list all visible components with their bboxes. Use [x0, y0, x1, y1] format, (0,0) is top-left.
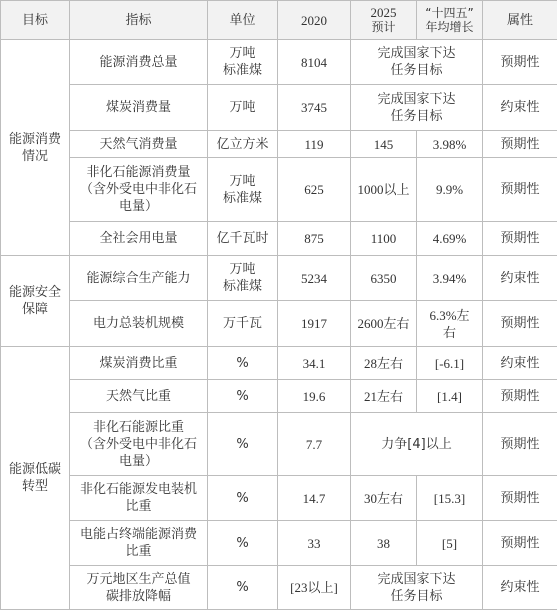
value-2025-cell: 21左右 [351, 380, 417, 413]
attribute-cell: 约束性 [483, 256, 557, 301]
table-row [1, 301, 557, 347]
header-attribute: 属性 [483, 1, 557, 40]
indicator-line2: 比重 [125, 499, 152, 514]
growth-cell: 3.94% [417, 256, 483, 301]
table-row [1, 40, 557, 85]
value-2020-cell: 119 [278, 131, 351, 158]
table-row [1, 131, 557, 158]
attribute-cell: 预期性 [483, 413, 557, 476]
indicator-cell [70, 566, 208, 610]
unit-line1: 万吨 [229, 262, 256, 277]
indicator-cell [70, 158, 208, 222]
value-2025-cell: 6350 [351, 256, 417, 301]
growth-cell: [15.3] [417, 476, 483, 521]
table-row [1, 347, 557, 380]
attribute-cell: 预期性 [483, 521, 557, 566]
unit-cell: % [208, 521, 278, 566]
indicator-cell: 天然气消费量 [70, 131, 208, 158]
header-growth [417, 1, 483, 40]
value-2025-cell: 1100 [351, 222, 417, 256]
indicator-cell: 能源综合生产能力 [70, 256, 208, 301]
growth-cell: 4.69% [417, 222, 483, 256]
indicator-cell: 煤炭消费量 [70, 85, 208, 131]
value-2025-cell: 30左右 [351, 476, 417, 521]
header-row [1, 1, 557, 40]
indicator-cell: 全社会用电量 [70, 222, 208, 256]
indicator-line1: 非化石能源消费量 [86, 165, 191, 180]
attribute-cell: 预期性 [483, 222, 557, 256]
indicator-cell: 能源消费总量 [70, 40, 208, 85]
indicator-line3: 电量） [118, 453, 158, 469]
group-name-line2: 保障 [21, 302, 48, 317]
header-2025-label: 预计 [371, 20, 396, 34]
unit-cell: 亿千瓦时 [208, 222, 278, 256]
value-2025-cell: 38 [351, 521, 417, 566]
indicator-line2: 比重 [125, 544, 152, 559]
group-name-line1: 能源安全 [8, 285, 61, 300]
table-row [1, 222, 557, 256]
indicator-cell: 天然气比重 [70, 380, 208, 413]
value-2020-cell: 875 [278, 222, 351, 256]
header-2025-year: 2025 [370, 5, 397, 20]
target-line1: 完成国家下达 [377, 571, 456, 587]
value-2020-cell: 33 [278, 521, 351, 566]
unit-line1: 万吨 [229, 46, 256, 61]
unit-line2: 标准煤 [222, 190, 262, 206]
unit-cell [208, 158, 278, 222]
unit-line1: 万吨 [229, 173, 256, 189]
value-2020-cell: 5234 [278, 256, 351, 301]
attribute-cell: 约束性 [483, 347, 557, 380]
indicator-cell: 电力总装机规模 [70, 301, 208, 347]
value-2020-cell: 3745 [278, 85, 351, 131]
header-2020: 2020 [278, 1, 351, 40]
indicator-line3: 电量） [118, 199, 158, 214]
growth-line1: 6.3%左 [429, 307, 470, 323]
value-2025-cell: 145 [351, 131, 417, 158]
group-energy-consumption [1, 40, 70, 256]
value-2020-cell: [23以上] [278, 566, 351, 610]
growth-cell [417, 301, 483, 347]
indicator-cell [70, 413, 208, 476]
attribute-cell: 预期性 [483, 476, 557, 521]
value-2020-cell: 34.1 [278, 347, 351, 380]
unit-cell [208, 256, 278, 301]
group-name-line1: 能源低碳 [8, 462, 61, 477]
indicator-line2: （含外受电中非化石 [79, 436, 197, 452]
attribute-cell: 预期性 [483, 131, 557, 158]
growth-cell: 9.9% [417, 158, 483, 222]
attribute-cell: 预期性 [483, 380, 557, 413]
growth-cell: 3.98% [417, 131, 483, 158]
value-2020-cell: 19.6 [278, 380, 351, 413]
attribute-cell: 约束性 [483, 85, 557, 131]
table-row [1, 256, 557, 301]
target-line2: 任务目标 [390, 63, 443, 78]
target-cell [351, 85, 483, 131]
growth-cell: [-6.1] [417, 347, 483, 380]
target-cell [351, 40, 483, 85]
value-2020-cell: 14.7 [278, 476, 351, 521]
unit-cell: 万千瓦 [208, 301, 278, 347]
unit-cell: % [208, 380, 278, 413]
value-2020-cell: 8104 [278, 40, 351, 85]
indicator-cell: 煤炭消费比重 [70, 347, 208, 380]
indicator-line1: 非化石能源发电装机 [79, 482, 197, 497]
unit-cell: % [208, 413, 278, 476]
unit-line2: 标准煤 [222, 279, 262, 294]
growth-cell: [1.4] [417, 380, 483, 413]
attribute-cell: 预期性 [483, 158, 557, 222]
value-2025-cell: 1000以上 [351, 158, 417, 222]
indicator-line2: 碳排放降幅 [105, 588, 171, 604]
unit-cell: 万吨 [208, 85, 278, 131]
target-line1: 完成国家下达 [377, 46, 456, 61]
header-growth-line1: “十四五” [425, 6, 474, 20]
attribute-cell: 预期性 [483, 40, 557, 85]
table-row [1, 158, 557, 222]
header-unit: 单位 [208, 1, 278, 40]
indicator-line1: 万元地区生产总值 [86, 571, 191, 587]
unit-cell: % [208, 476, 278, 521]
header-goal: 目标 [1, 1, 70, 40]
indicator-cell [70, 521, 208, 566]
table-row [1, 380, 557, 413]
table-row [1, 566, 557, 610]
attribute-cell: 约束性 [483, 566, 557, 610]
unit-cell: % [208, 347, 278, 380]
group-energy-security [1, 256, 70, 347]
target-line2: 任务目标 [390, 108, 443, 124]
unit-line2: 标准煤 [222, 63, 262, 78]
value-2025-cell: 28左右 [351, 347, 417, 380]
group-name-line2: 情况 [21, 148, 48, 164]
value-2020-cell: 625 [278, 158, 351, 222]
table-row [1, 476, 557, 521]
value-2020-cell: 7.7 [278, 413, 351, 476]
value-2020-cell: 1917 [278, 301, 351, 347]
header-indicator: 指标 [70, 1, 208, 40]
target-line1: 完成国家下达 [377, 91, 456, 107]
unit-cell: 亿立方米 [208, 131, 278, 158]
table-row [1, 413, 557, 476]
indicator-line1: 非化石能源比重 [92, 419, 184, 435]
table-row [1, 85, 557, 131]
attribute-cell: 预期性 [483, 301, 557, 347]
unit-cell: % [208, 566, 278, 610]
target-cell: 力争[4]以上 [351, 413, 483, 476]
value-2025-cell: 2600左右 [351, 301, 417, 347]
indicator-line2: （含外受电中非化石 [79, 182, 197, 197]
header-growth-line2: 年均增长 [425, 20, 474, 34]
group-low-carbon [1, 347, 70, 610]
table-row [1, 521, 557, 566]
header-2025 [351, 1, 417, 40]
growth-line2: 右 [442, 324, 456, 340]
target-cell [351, 566, 483, 610]
group-name-line1: 能源消费 [8, 131, 61, 147]
indicator-cell [70, 476, 208, 521]
target-line2: 任务目标 [390, 588, 443, 604]
growth-cell: [5] [417, 521, 483, 566]
group-name-line2: 转型 [21, 479, 48, 494]
indicator-line1: 电能占终端能源消费 [79, 527, 197, 542]
unit-cell [208, 40, 278, 85]
